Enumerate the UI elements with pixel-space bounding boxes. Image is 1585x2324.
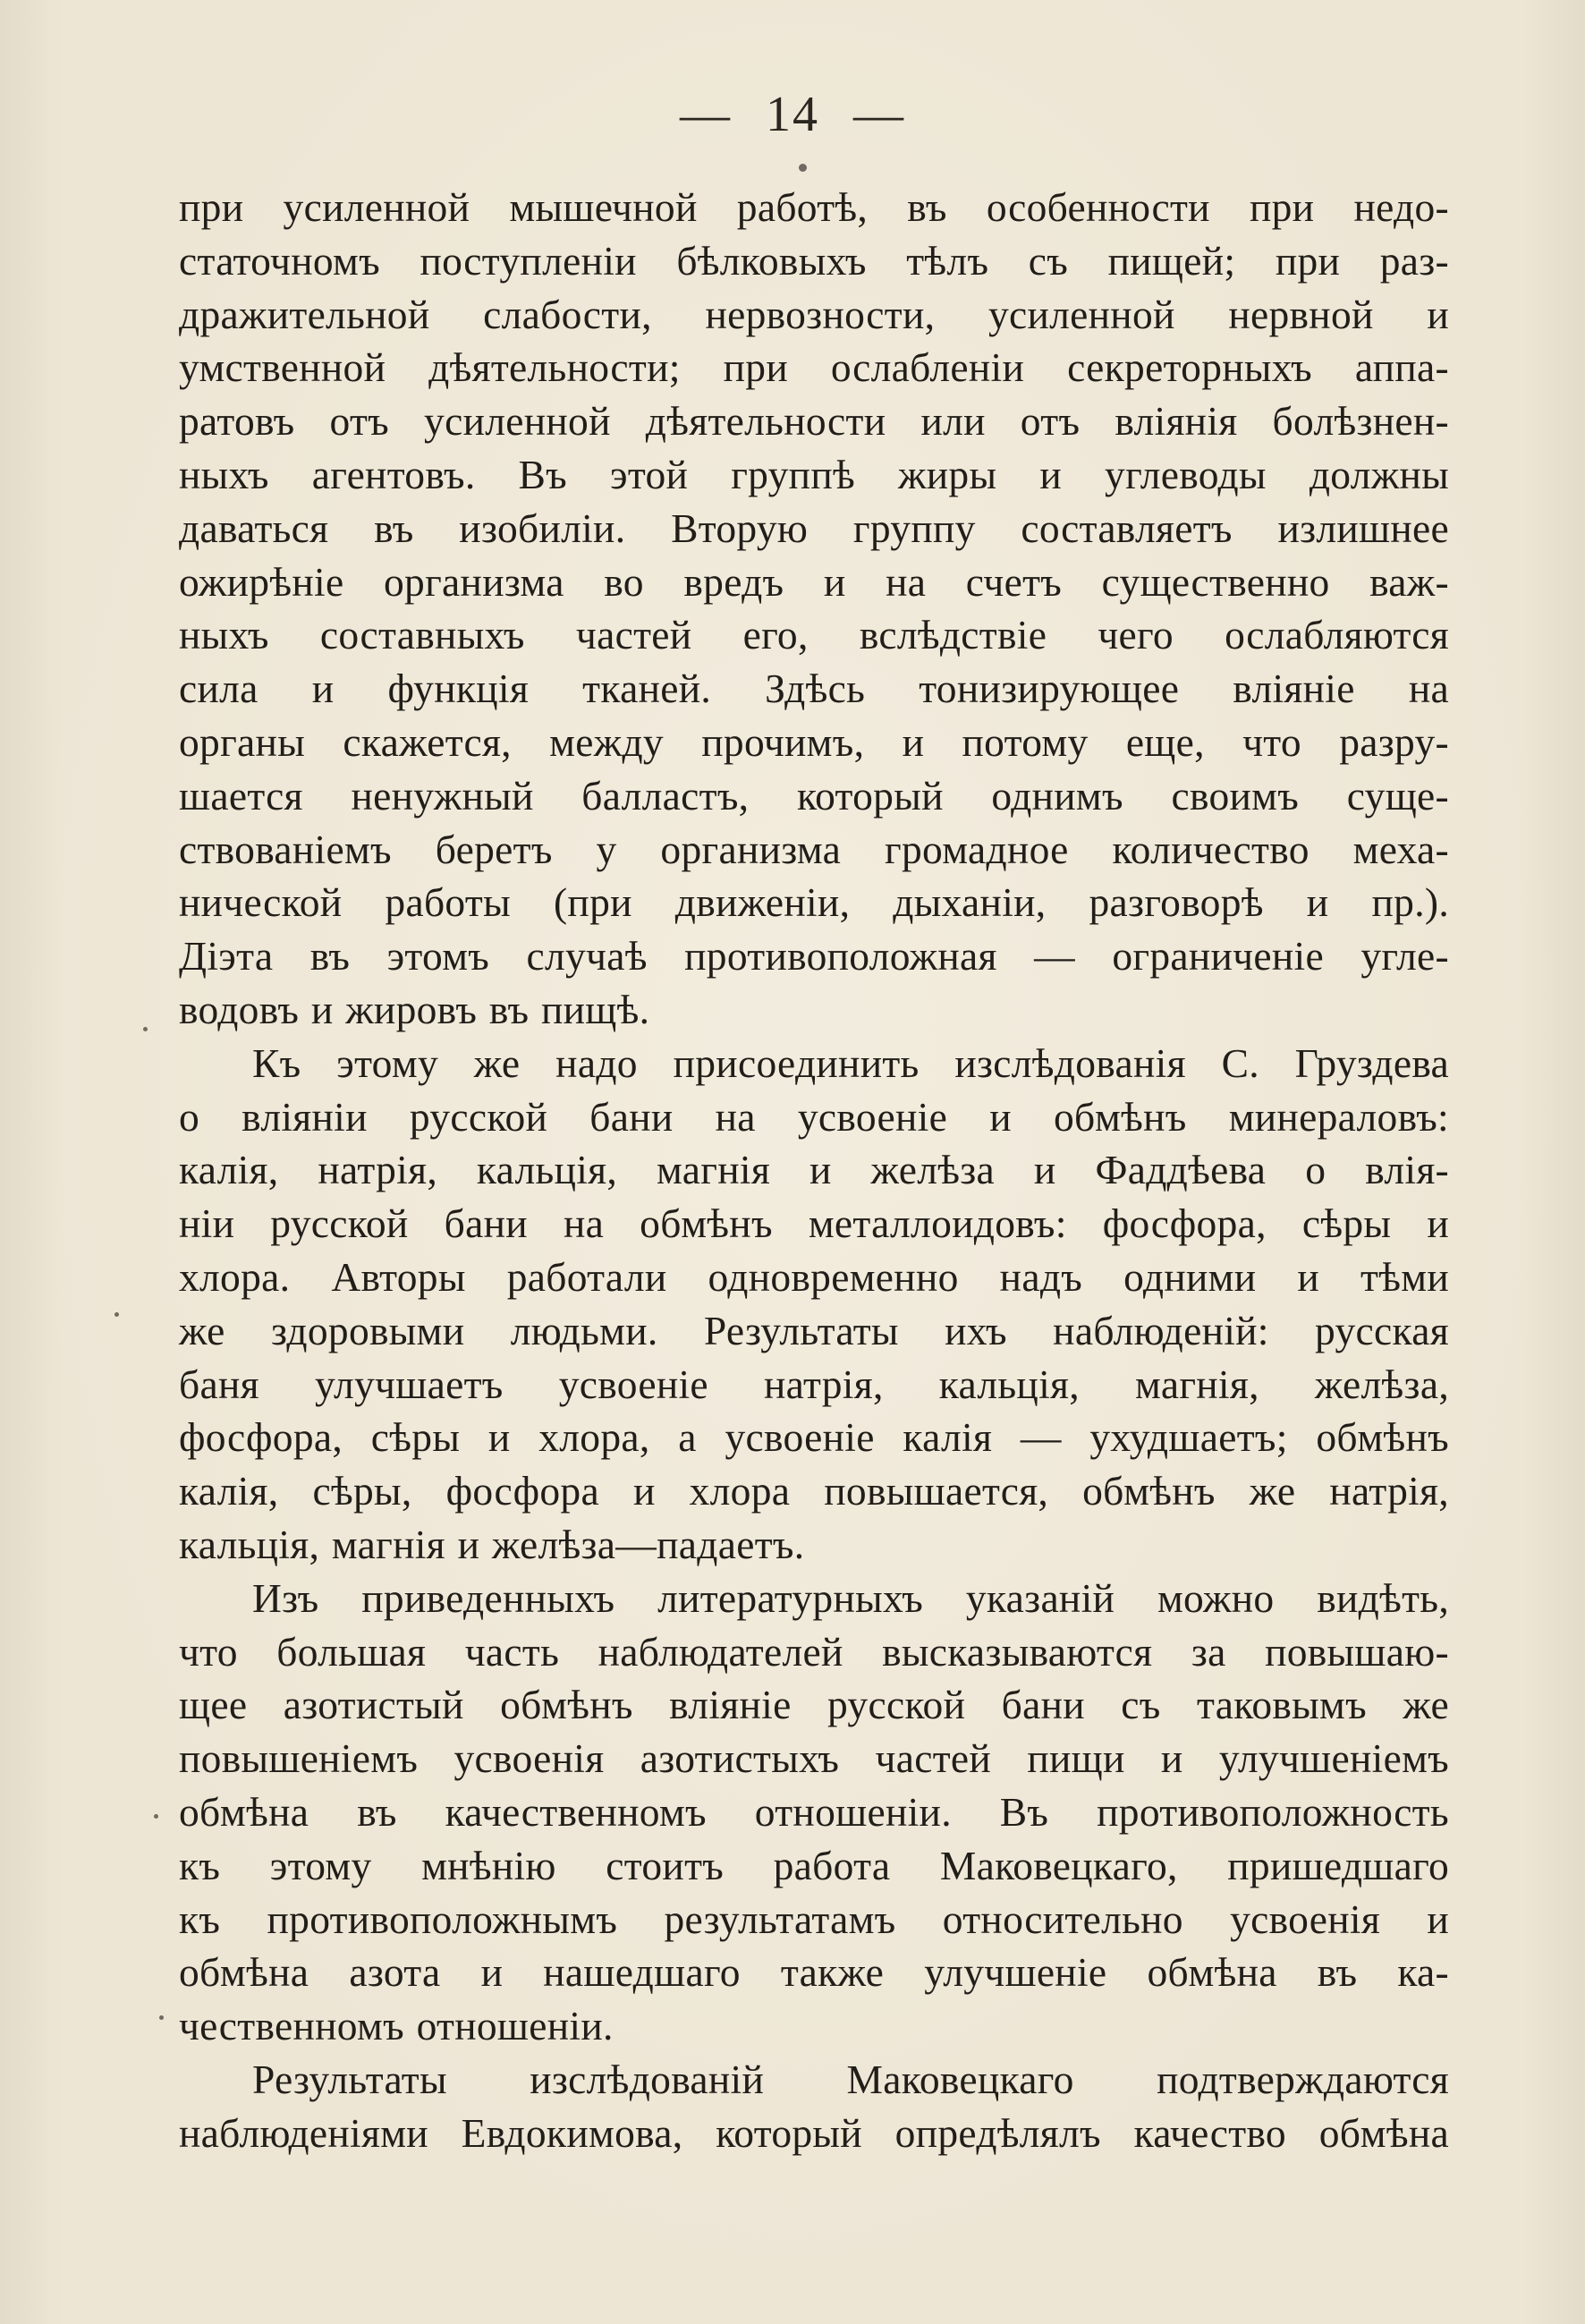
text-line: хлора. Авторы работали одновременно надъ одними и тѣми [179,1253,1449,1300]
text-line: статочномъ поступленіи бѣлковыхъ тѣлъ съ пищей; при раз- [179,237,1449,284]
text-line: ныхъ агентовъ. Въ этой группѣ жиры и углеводы должны [179,451,1449,497]
text-line: ніи русской бани на обмѣнъ металлоидовъ: фосфора, сѣры и [179,1200,1449,1247]
text-line: Изъ приведенныхъ литературныхъ указаній можно видѣть, [252,1574,1449,1621]
text-line: калія, сѣры, фосфора и хлора повышается, обмѣнъ же натрія, [179,1468,1449,1514]
text-line: повышеніемъ усвоенія азотистыхъ частей пищи и улучшеніемъ [179,1735,1449,1782]
text-line: щее азотистый обмѣнъ вліяніе русской бани съ таковымъ же [179,1682,1449,1728]
text-line: калія, натрія, кальція, магнія и желѣза и Фаддѣева о влія- [179,1147,1449,1193]
ink-speck [143,1027,148,1031]
ink-speck [159,2015,164,2020]
text-line: дражительной слабости, нервозности, усиленной нервной и [179,291,1449,337]
text-line: органы скажется, между прочимъ, и потому еще, что разру- [179,718,1449,765]
text-line: кальція, магнія и желѣза—падаетъ. [179,1521,805,1567]
body-text [179,181,1449,2159]
text-line: Результаты изслѣдованій Маковецкаго подтверждаются [252,2056,1449,2102]
ink-speck [154,1814,158,1819]
ink-speck [114,1312,119,1317]
page-number-header [0,79,1585,150]
text-line: обмѣна въ качественномъ отношеніи. Въ противоположность [179,1788,1449,1835]
text-line: что большая часть наблюдателей высказываются за повышаю- [179,1628,1449,1675]
text-line: Къ этому же надо присоединить изслѣдованія С. Груздева [252,1039,1449,1086]
text-line: обмѣна азота и нашедшаго также улучшеніе обмѣна въ ка- [179,1949,1449,1996]
text-line: къ противоположнымъ результатамъ относительно усвоенія и [179,1896,1449,1942]
text-line: ныхъ составныхъ частей его, вслѣдствіе чего ослабляются [179,612,1449,658]
text-line: о вліяніи русской бани на усвоеніе и обмѣнъ минераловъ: [179,1093,1449,1140]
page-number-dash-right: — [853,87,905,142]
text-line: баня улучшаетъ усвоеніе натрія, кальція, магнія, желѣза, [179,1361,1449,1407]
text-line: ствованіемъ беретъ у организма громадное количество меха- [179,826,1449,872]
text-line: же здоровыми людьми. Результаты ихъ наблюденій: русская [179,1307,1449,1353]
text-line: сила и функція тканей. Здѣсь тонизирующее вліяніе на [179,666,1449,712]
text-line: Діэта въ этомъ случаѣ противоположная — ограниченіе угле- [179,933,1449,980]
page-number-dash-left: — [680,87,732,142]
text-line: нической работы (при движеніи, дыханіи, разговорѣ и пр.). [179,879,1449,926]
page-number: 14 [766,87,819,142]
text-line: ожирѣніе организма во вредъ и на счетъ существенно важ- [179,558,1449,605]
text-line: водовъ и жировъ въ пищѣ. [179,986,650,1032]
paragraph-3 [179,1572,1449,2053]
text-line: наблюденіями Евдокимова, который опредѣлялъ качество обмѣна [179,2109,1449,2156]
text-line: шается ненужный балластъ, который однимъ своимъ суще- [179,772,1449,818]
text-line: чественномъ отношеніи. [179,2003,614,2049]
text-line: при усиленной мышечной работѣ, въ особенности при недо- [179,184,1449,230]
paragraph-2 [179,1037,1449,1572]
paragraph-1 [179,181,1449,1037]
text-line: умственной дѣятельности; при ослабленіи секреторныхъ аппа- [179,344,1449,391]
paragraph-4 [179,2053,1449,2160]
text-line: ратовъ отъ усиленной дѣятельности или отъ вліянія болѣзнен- [179,398,1449,445]
text-line: къ этому мнѣнію стоитъ работа Маковецкаго, пришедшаго [179,1842,1449,1888]
text-line: фосфора, сѣры и хлора, а усвоеніе калія — ухудшаетъ; обмѣнъ [179,1414,1449,1461]
text-line: даваться въ изобиліи. Вторую группу составляетъ излишнее [179,505,1449,551]
ink-speck [799,164,807,172]
